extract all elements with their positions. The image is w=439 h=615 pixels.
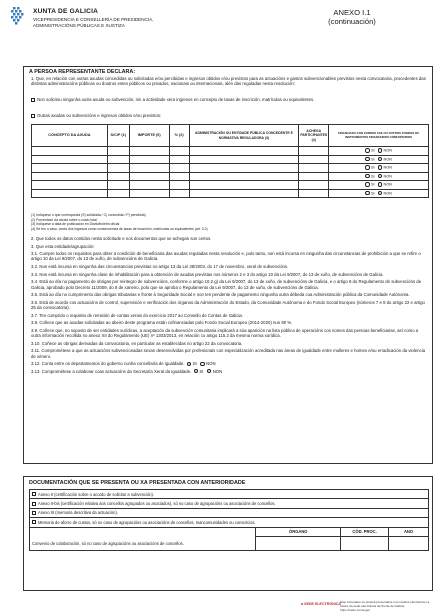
fse-yes-radio[interactable]: [365, 191, 369, 195]
declaration-list: [31, 236, 429, 376]
declaration-item-3: 3. Que esta entidade/agrupación:: [31, 243, 95, 249]
item-3-12-no-radio[interactable]: [200, 362, 204, 366]
docs-row: [30, 518, 429, 527]
org-department: VICEPRESIDENCIA E CONSELLERÍA DE PRESIDENCIA, ADMINISTRACIÓNS PÚBLICAS E XUSTIZA: [33, 17, 154, 28]
doc-label-annex-2: Anexo II (certificación sobre o acordo de solicitar a subvención).: [38, 491, 155, 497]
table-cell[interactable]: [32, 155, 108, 164]
fse-no-radio[interactable]: [378, 182, 382, 186]
declaration-item-1: 1. Que, en relación con outras axudas concedidas ou solicitadas e/ou percibidas e ingresos obtidos e/ou previstos para as actuacións e gastos subvencionables previstos nesta convocatoria, procedentes das distintas administracións públicas ou doutros entes públicos ou privados, nacionais ou internacionais, alén das reguladas nesta resolución:: [31, 76, 426, 87]
doc-label-annex-2-bis: Anexo II-bis (certificación relativa aos concellos agrupados ou asociados), só no caso de agrupacións ou asociacións de concellos.: [38, 501, 276, 507]
declaration-item-3-5: 3.5. Está ao día no cumprimento das obrigas tributarias e fronte á Seguridade Social e non ten pendente de pagamento ningunha outra débeda coa Administración pública da Comunidade Autónoma.: [31, 292, 410, 298]
table-cell[interactable]: [299, 155, 329, 164]
table-cell[interactable]: [169, 155, 189, 164]
col-header-contribution: ACHEGA PARTICIPANTES (4): [299, 125, 329, 147]
fse-option-cell: [329, 147, 429, 156]
table-cell[interactable]: [169, 189, 189, 198]
docs-row: [30, 536, 429, 550]
table-notes: [31, 213, 429, 231]
table-cell[interactable]: [129, 155, 169, 164]
col-header-year: ANO: [389, 527, 429, 536]
table-cell[interactable]: [107, 164, 129, 173]
table-cell[interactable]: [107, 155, 129, 164]
fse-yes-radio[interactable]: [365, 165, 369, 169]
table-cell[interactable]: [299, 189, 329, 198]
doc-checkbox-annex-2[interactable]: [32, 492, 36, 496]
table-cell[interactable]: [299, 147, 329, 156]
item-3-12-no-label: NON: [206, 361, 216, 367]
table-cell[interactable]: [129, 181, 169, 190]
fse-yes-label: SI: [371, 149, 375, 154]
item-3-12-yes-radio[interactable]: [187, 362, 191, 366]
sede-logo: [301, 602, 341, 606]
table-cell[interactable]: [169, 181, 189, 190]
table-cell[interactable]: [189, 181, 299, 190]
fse-no-radio[interactable]: [378, 165, 382, 169]
docs-row: [30, 508, 429, 517]
docs-row: [30, 499, 429, 508]
fse-option-cell: [329, 172, 429, 181]
col-header-amount: IMPORTE (€): [129, 125, 169, 147]
table-cell[interactable]: [189, 155, 299, 164]
fse-option-cell: [329, 155, 429, 164]
table-cell[interactable]: [299, 172, 329, 181]
docs-header-row: [30, 527, 429, 536]
fse-no-label: NON: [383, 166, 392, 171]
table-cell[interactable]: [129, 147, 169, 156]
table-row: [32, 172, 429, 181]
table-cell[interactable]: [189, 164, 299, 173]
doc-checkbox-savings-memo[interactable]: [32, 520, 36, 524]
fse-yes-label: SI: [371, 183, 375, 188]
fse-no-label: NON: [383, 157, 392, 162]
table-cell[interactable]: [189, 189, 299, 198]
table-row: [32, 181, 429, 190]
declaration-item-3-10: 3.10. Coñece as obrigas derivadas da convocatoria, en particular as establecidas no artigo 22 da convocatoria.: [31, 340, 243, 346]
item-3-13-label: 3.13. Comprométese a colaborar coas actuacións da Secretaría Xeral da Igualdade.: [31, 368, 192, 374]
table-cell[interactable]: [169, 172, 189, 181]
col-header-organ: ÓRGANO: [256, 527, 341, 536]
declaration-item-2: 2. Que todos os datos contidos nesta solicitude e nos documentos que se achegan son certos.: [31, 236, 212, 241]
agreement-proc-code-field[interactable]: [341, 536, 389, 550]
sede-icon: ■: [301, 602, 304, 606]
fse-no-label: NON: [383, 191, 392, 196]
option-none-row: [31, 97, 429, 102]
col-header-percent: % (2): [169, 125, 189, 147]
fse-yes-label: SI: [371, 191, 375, 196]
fse-yes-radio[interactable]: [365, 182, 369, 186]
table-cell[interactable]: [32, 181, 108, 190]
col-header-fse: FINANCIADA CON FONDOS FSE OU OUTROS FONDOS OU INSTRUMENTOS FINANCEIROS COMUNITARIOS: [329, 125, 429, 147]
doc-label-agreement: Convenio de colaboración, só no caso de agrupacións ou asociacións de concellos.: [30, 536, 256, 550]
declaration-title: A PERSOA REPRESENTANTE DECLARA:: [29, 69, 136, 75]
doc-checkbox-annex-3[interactable]: [32, 511, 36, 515]
fse-yes-label: SI: [371, 166, 375, 171]
table-cell[interactable]: [189, 172, 299, 181]
table-row: [32, 164, 429, 173]
footer-text: Este formulario só poderá presentarse nos medios electrónicos a través da sede electrónica da Xunta de Galicia, https://sede.xunta.gal: [340, 600, 430, 612]
note-1: (1) Indíquese o que corresponda (S) solicitada / C) concedida / P) percibida): [31, 213, 146, 217]
table-cell[interactable]: [129, 172, 169, 181]
declaration-item-3-1: 3.1. Cumpre todos os requisitos para obter a condición de beneficiaria das axudas reguladas nesta resolución e, polo tanto, non está incursa en ningunha das circunstancias de prohibición a que se refire o artigo 10 da Lei 9/2007, do 13 de xuño, de subvencións de Galicia.: [31, 251, 421, 262]
declaration-item-3-12: [31, 361, 429, 366]
fse-no-radio[interactable]: [378, 148, 382, 152]
note-3: (3) Indíquese a data de publicación en Diario/boletín oficial: [31, 222, 120, 227]
note-2: (2) Porcentaxe da axuda sobre o custo total: [31, 217, 97, 222]
table-cell[interactable]: [32, 189, 108, 198]
option-none-checkbox[interactable]: [31, 98, 35, 102]
col-header-scp: S/C/P (1): [107, 125, 129, 147]
declaration-item-3-6: 3.6. Está de acordo cos actuacións de control, supervisión e verificación dos órganos da Administración do Estado, da Comunidade Autónoma e do Fondo Social Europeo (números 7 e 8 do artigo 22 e artigo 25 da convocatoria).: [31, 299, 425, 311]
col-header-concept: CONCEPTO DA AXUDA: [32, 125, 108, 147]
item-3-13-yes-label: SI: [199, 368, 204, 374]
table-cell[interactable]: [32, 164, 108, 173]
table-cell[interactable]: [107, 181, 129, 190]
annex-title: [312, 8, 392, 26]
option-yes-label: Outras axudas ou subvencións e ingresos obtidos e/ou previstos:: [37, 113, 162, 118]
item-3-13-no-label: NON: [212, 368, 223, 374]
fse-no-label: NON: [383, 174, 392, 179]
fse-option-cell: [329, 181, 429, 190]
docs-row: [30, 490, 429, 499]
annex-sub: (continuación): [328, 17, 376, 26]
fse-yes-radio[interactable]: [365, 148, 369, 152]
doc-label-annex-3: Anexo III (memoria descritiva da actuación).: [38, 510, 118, 516]
table-cell[interactable]: [299, 164, 329, 173]
declaration-item-3-4: 3.4. Está ao día no pagamento de obrigas por reintegro de subvencións, conforme o artigo 10.2.g) da Lei 9/2007, do 13 de xuño, de subvencións de Galicia, e o artigo 9 do Regulamento de subvencións de Galicia, aprobado polo Decreto 11/2009, do 8 de xaneiro, polo que se aproba o Regulamento da Lei 9/2007, do 13 de xuño, de subvencións de Galicia.: [31, 279, 422, 290]
annex-label: ANEXO I.1: [333, 8, 371, 17]
table-cell[interactable]: [129, 189, 169, 198]
docs-table: [29, 489, 429, 551]
fse-no-radio[interactable]: [378, 191, 382, 195]
col-header-entity: ADMINISTRACIÓN OU ENTIDADE PÚBLICA CONCEDENTE E NORMATIVA REGULADORA (3): [189, 125, 299, 147]
fse-yes-label: SI: [371, 157, 375, 162]
table-cell[interactable]: [107, 172, 129, 181]
note-4: (4) Se ten o caso, conta dos ingresos como consecuencia de taxas de inscrición, matrículas ou equivalentes (art. 3.2): [31, 226, 208, 231]
agreement-year-field[interactable]: [389, 536, 429, 550]
table-cell[interactable]: [32, 147, 108, 156]
table-cell[interactable]: [169, 164, 189, 173]
fse-no-radio[interactable]: [378, 157, 382, 161]
declaration-item-3-13: [31, 369, 429, 374]
fse-no-label: NON: [383, 149, 392, 154]
option-yes-row: [31, 113, 429, 118]
fse-yes-radio[interactable]: [365, 157, 369, 161]
declaration-item-3-8: 3.8. Coñece que as axudas solicitadas ao abeiro deste programa están cofinanciadas polo Fondo Social Europeo (2014-2020) nun 80 %.: [31, 320, 293, 326]
table-cell[interactable]: [169, 147, 189, 156]
aid-table: [31, 124, 429, 198]
table-cell[interactable]: [129, 164, 169, 173]
fse-no-label: NON: [383, 183, 392, 188]
docs-title: DOCUMENTACIÓN QUE SE PRESENTA OU XA PRESENTADA CON ANTERIORIDADE: [29, 480, 246, 486]
option-yes-checkbox[interactable]: [31, 114, 35, 118]
doc-checkbox-annex-2-bis[interactable]: [32, 502, 36, 506]
fse-yes-radio[interactable]: [365, 174, 369, 178]
table-row: [32, 155, 429, 164]
sede-brand: SEDE ELECTRÓNICA: [304, 602, 341, 606]
table-cell[interactable]: [107, 147, 129, 156]
fse-no-radio[interactable]: [378, 174, 382, 178]
declaration-item-3-3: 3.3. Non está incursa en ningunha clase de inhabilitación para a obtención de axudas previstas nos números 2 e 3 do artigo 10 da Lei 9/2007, do 13 de xuño, de subvencións de Galicia.: [31, 271, 384, 277]
col-header-proc-code: CÓD. PROC.: [341, 527, 389, 536]
declaration-item-3-2: 3.2. Non está incursa en ningunha das circunstancias previstas no artigo 13 da Lei 38/2003, do 17 de novembro, xeral de subvencións.: [31, 264, 289, 270]
fse-option-cell: [329, 189, 429, 198]
declaration-item-3-7: 3.7. Ten cumprido o requisito de remisión de contas xerais do exercicio 2017 ao Consello de Contas de Galicia.: [31, 312, 244, 318]
table-cell[interactable]: [299, 181, 329, 190]
table-row: [32, 147, 429, 156]
item-3-13-yes-radio[interactable]: [194, 369, 198, 373]
org-name: XUNTA DE GALICIA: [33, 8, 99, 15]
fse-option-cell: [329, 164, 429, 173]
item-3-12-yes-label: SI: [192, 361, 197, 367]
agreement-organ-field[interactable]: [256, 536, 341, 550]
table-cell[interactable]: [189, 147, 299, 156]
option-none-label: Non solicitou ningunha outra axuda ou subvención, nin a actividade xera ingresos en concepto de taxas de inscrición, matrículas ou equivalentes.: [37, 97, 315, 102]
declaration-item-3-9: 3.9. Coñece que, no suposto de ser entidades xurídicas, a aceptación da subvención comunitaria implicará a súa aparición na lista pública de operacións cos nomes das persoas beneficiarias, así como a outra información recollida no anexo XII do Regulamento (UE) nº 1303/2013, en relación co artigo 115.2 da mesma norma xurídica.: [31, 327, 419, 339]
declaration-item-3-11: 3.11. Comprométese a que as actuacións subvencionadas sexan desenvolvidas por profesionais con especialización acreditada nas áreas de igualdade entre mulleres e homes e/ou erradicación da violencia de xénero.: [31, 348, 426, 359]
fse-yes-label: SI: [371, 174, 375, 179]
item-3-12-label: 3.12. Conta entre os departamentos do goberno cunha concellaría de igualdade.: [31, 361, 185, 367]
table-cell[interactable]: [32, 172, 108, 181]
item-3-13-no-radio[interactable]: [207, 369, 211, 373]
table-cell[interactable]: [107, 189, 129, 198]
doc-label-savings-memo: Memoria de aforro de custos, só no caso de agrupacións ou asociacións de concellos, mancomunidades ou consorcios.: [38, 519, 256, 525]
table-row: [32, 189, 429, 198]
xunta-logo-icon: [10, 7, 26, 27]
